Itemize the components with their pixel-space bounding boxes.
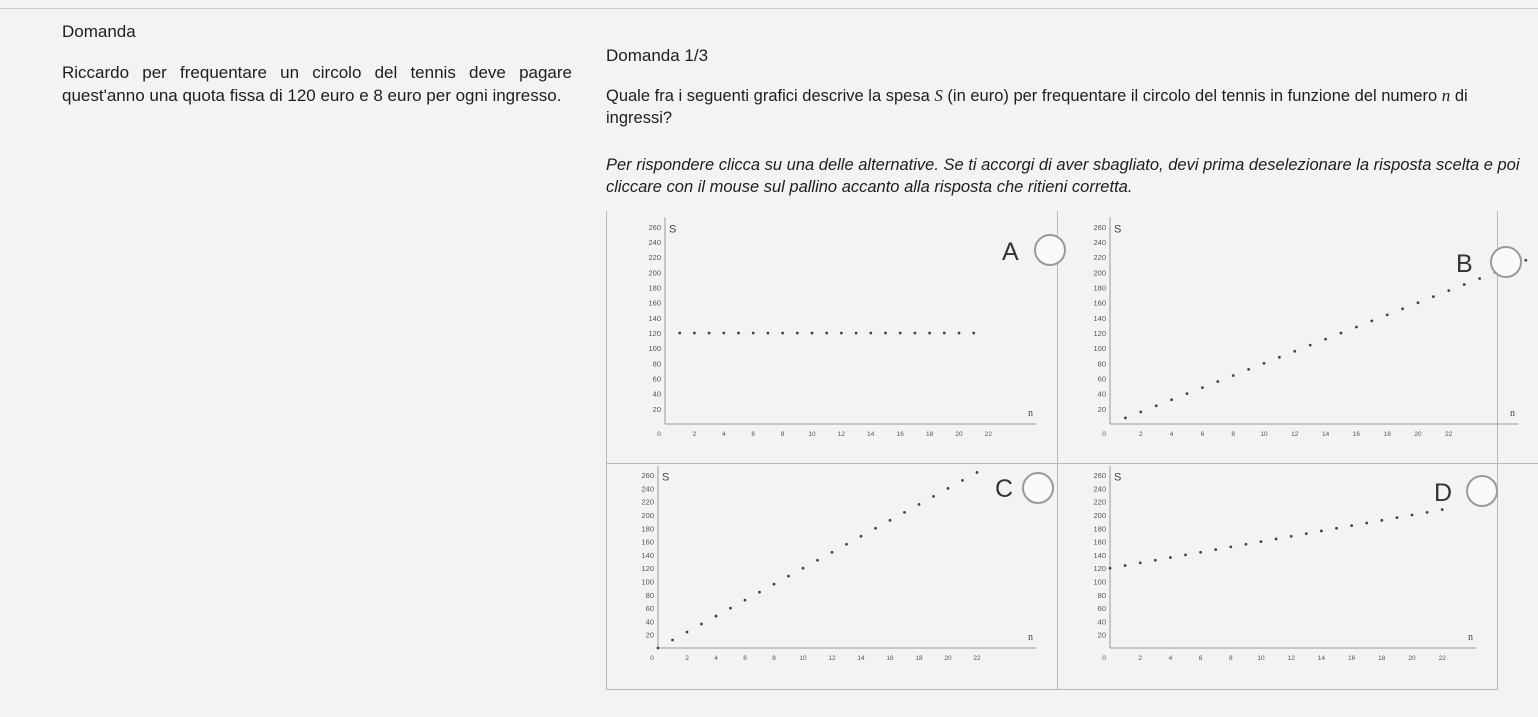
data-point	[943, 332, 946, 335]
y-tick-label: 160	[1093, 298, 1106, 308]
data-point	[1320, 530, 1323, 533]
data-point	[1350, 524, 1353, 527]
x-tick-label: 20	[944, 655, 952, 662]
y-tick-label: 140	[1093, 313, 1106, 323]
data-point	[1355, 326, 1358, 329]
y-tick-label: 80	[645, 590, 654, 600]
y-tick-label: 140	[648, 313, 661, 323]
y-tick-label: 220	[641, 497, 654, 507]
x-tick-label: 2	[1138, 431, 1143, 438]
data-point	[831, 551, 834, 554]
y-axis-label: S	[1114, 223, 1122, 236]
data-point	[961, 479, 964, 482]
x-tick-label: 8	[780, 431, 785, 438]
data-point	[903, 511, 906, 514]
x-tick-label: 14	[1321, 431, 1330, 438]
y-tick-label: 240	[1093, 484, 1106, 494]
y-tick-label: 260	[648, 222, 661, 232]
x-tick-label: 12	[1291, 431, 1299, 438]
data-point	[1216, 380, 1219, 383]
chart-svg	[606, 464, 1056, 688]
option-a-chart[interactable]	[606, 212, 1056, 462]
option-a-radio[interactable]	[1034, 234, 1066, 266]
option-d-letter: D	[1434, 479, 1453, 507]
y-tick-label: 60	[652, 374, 661, 384]
x-tick-label: 6	[751, 431, 756, 438]
y-tick-label: 120	[648, 329, 661, 339]
data-point	[1441, 508, 1444, 511]
data-point	[860, 535, 863, 538]
data-point	[722, 332, 725, 335]
x-axis-label: n	[1468, 632, 1473, 643]
x-tick-label: 10	[1260, 431, 1268, 438]
data-point	[737, 332, 740, 335]
data-point	[1109, 567, 1112, 570]
top-divider	[0, 8, 1538, 9]
x-tick-label: 4	[1169, 431, 1174, 438]
data-point	[1417, 301, 1420, 304]
data-point	[1305, 532, 1308, 535]
y-tick-label: 220	[648, 253, 661, 263]
y-tick-label: 240	[1093, 238, 1106, 248]
y-tick-label: 260	[641, 471, 654, 481]
x-tick-label: 4	[721, 431, 726, 438]
data-point	[1245, 543, 1248, 546]
y-tick-label: 100	[1093, 577, 1106, 587]
data-point	[932, 495, 935, 498]
data-point	[918, 503, 921, 506]
x-tick-label: 4	[1168, 655, 1173, 662]
y-tick-label: 260	[1093, 471, 1106, 481]
data-point	[1229, 546, 1232, 549]
data-point	[1170, 398, 1173, 401]
data-point	[1290, 535, 1293, 538]
data-point	[958, 332, 961, 335]
data-point	[693, 332, 696, 335]
x-tick-label: 8	[772, 655, 776, 662]
x-tick-label: 16	[896, 431, 904, 438]
y-tick-label: 20	[645, 630, 654, 640]
y-tick-label: 180	[1093, 283, 1106, 293]
data-point	[825, 332, 828, 335]
data-point	[1186, 392, 1189, 395]
y-tick-label: 40	[1097, 389, 1106, 399]
x-tick-label: 18	[1383, 431, 1391, 438]
data-point	[802, 567, 805, 570]
data-point	[845, 543, 848, 546]
y-tick-label: 60	[645, 604, 654, 614]
data-point	[1309, 344, 1312, 347]
data-point	[781, 332, 784, 335]
y-tick-label: 220	[1093, 253, 1106, 263]
option-c-radio[interactable]	[1022, 472, 1054, 504]
x-axis-label: n	[1028, 632, 1033, 643]
option-c-chart[interactable]	[606, 464, 1056, 688]
x-tick-label: 2	[1138, 655, 1143, 662]
x-tick-label: 0	[650, 655, 654, 662]
data-point	[1139, 410, 1142, 413]
data-point	[1124, 564, 1127, 567]
y-tick-label: 120	[1093, 564, 1106, 574]
x-tick-label: 10	[1257, 655, 1265, 662]
y-tick-label: 60	[1097, 604, 1106, 614]
x-tick-label: 22	[984, 431, 993, 438]
x-tick-label: 12	[1287, 655, 1295, 662]
data-point	[1324, 338, 1327, 341]
data-point	[773, 583, 776, 586]
y-tick-label: 20	[652, 404, 661, 414]
data-point	[1386, 313, 1389, 316]
x-tick-label: 20	[1408, 655, 1416, 662]
data-point	[1463, 283, 1466, 286]
data-point	[671, 639, 674, 642]
data-point	[708, 332, 711, 335]
y-tick-label: 80	[652, 359, 661, 369]
x-tick-label: 0	[1102, 655, 1106, 662]
x-tick-label: 4	[714, 655, 718, 662]
data-point	[914, 332, 917, 335]
data-point	[1426, 511, 1429, 514]
chart-svg	[606, 212, 1056, 462]
x-tick-label: 20	[955, 431, 963, 438]
data-point	[889, 519, 892, 522]
option-c-letter: C	[995, 475, 1014, 503]
data-point	[1432, 295, 1435, 298]
x-tick-label: 22	[1438, 655, 1446, 662]
data-point	[1380, 519, 1383, 522]
x-tick-label: 18	[1378, 655, 1386, 662]
option-b-letter: B	[1456, 250, 1473, 278]
y-axis-label: S	[669, 223, 677, 236]
x-tick-label: 16	[886, 655, 894, 662]
x-tick-label: 14	[867, 431, 875, 438]
x-tick-label: 18	[925, 431, 934, 438]
y-tick-label: 20	[1097, 404, 1106, 414]
context-title: Domanda	[62, 22, 136, 41]
y-axis-label: S	[1114, 471, 1122, 484]
data-point	[715, 615, 718, 618]
x-tick-label: 10	[808, 431, 816, 438]
y-tick-label: 120	[1093, 329, 1106, 339]
y-tick-label: 160	[641, 537, 654, 547]
y-tick-label: 180	[641, 524, 654, 534]
x-tick-label: 8	[1228, 655, 1233, 662]
x-tick-label: 22	[1445, 431, 1453, 438]
y-tick-label: 20	[1097, 630, 1106, 640]
x-tick-label: 0	[1102, 431, 1106, 438]
data-point	[700, 623, 703, 626]
chart-svg	[1058, 464, 1496, 688]
x-tick-label: 20	[1414, 431, 1422, 438]
option-d-radio[interactable]	[1466, 475, 1498, 507]
x-tick-label: 6	[1200, 431, 1205, 438]
data-point	[1447, 289, 1450, 292]
y-tick-label: 140	[641, 550, 654, 560]
data-point	[1275, 538, 1278, 541]
data-point	[1139, 561, 1142, 564]
y-tick-label: 180	[1093, 524, 1106, 534]
y-tick-label: 100	[648, 344, 661, 354]
data-point	[972, 332, 975, 335]
x-tick-label: 0	[657, 431, 661, 438]
data-point	[752, 332, 755, 335]
data-point	[1411, 514, 1414, 517]
y-tick-label: 240	[641, 484, 654, 494]
data-point	[869, 332, 872, 335]
question-text: Quale fra i seguenti grafici descrive la spesa S (in euro) per frequentare il circolo del tennis in funzione del numero n di ingressi?	[606, 86, 1468, 127]
data-point	[855, 332, 858, 335]
data-point	[816, 559, 819, 562]
x-tick-label: 12	[828, 655, 836, 662]
option-b-radio[interactable]	[1490, 246, 1522, 278]
data-point	[1232, 374, 1235, 377]
x-tick-label: 2	[692, 431, 697, 438]
y-tick-label: 240	[648, 238, 661, 248]
data-point	[796, 332, 799, 335]
data-point	[1370, 320, 1373, 323]
option-d-chart[interactable]	[1058, 464, 1496, 688]
y-tick-label: 200	[648, 268, 661, 278]
y-tick-label: 80	[1097, 359, 1106, 369]
data-point	[884, 332, 887, 335]
y-axis-label: S	[662, 471, 670, 484]
data-point	[899, 332, 902, 335]
y-tick-label: 200	[1093, 511, 1106, 520]
data-point	[1260, 540, 1263, 543]
y-tick-label: 260	[1093, 222, 1106, 232]
data-point	[1201, 386, 1204, 389]
y-tick-label: 100	[641, 577, 654, 587]
y-tick-label: 220	[1093, 497, 1106, 507]
data-point	[1340, 332, 1343, 335]
data-point	[1199, 551, 1202, 554]
question-number: Domanda 1/3	[606, 46, 709, 65]
data-point	[1401, 307, 1404, 310]
x-tick-label: 22	[973, 655, 981, 662]
y-tick-label: 100	[1093, 344, 1106, 354]
x-axis-label: n	[1028, 408, 1033, 419]
data-point	[1524, 259, 1527, 262]
data-point	[657, 647, 660, 650]
y-tick-label: 160	[1093, 537, 1106, 547]
x-tick-label: 16	[1347, 655, 1356, 662]
x-tick-label: 14	[1317, 655, 1326, 662]
data-point	[1396, 516, 1399, 519]
y-tick-label: 200	[1093, 268, 1106, 278]
x-tick-label: 10	[799, 655, 807, 662]
x-tick-label: 14	[857, 655, 865, 662]
instructions: Per rispondere clicca su una delle alternative. Se ti accorgi di aver sbagliato, devi prima deselezionare la risposta scelta e poi cliccare con il mouse sul pallino accanto alla risposta che ritieni corretta.	[606, 156, 1520, 196]
data-point	[1214, 548, 1217, 551]
data-point	[686, 631, 689, 634]
x-tick-label: 16	[1352, 431, 1361, 438]
data-point	[1478, 277, 1481, 280]
data-point	[767, 332, 770, 335]
data-point	[874, 527, 877, 530]
data-point	[1154, 559, 1157, 562]
y-tick-label: 180	[648, 283, 661, 293]
data-point	[1155, 404, 1158, 407]
y-tick-label: 60	[1097, 374, 1106, 384]
x-tick-label: 12	[837, 431, 846, 438]
data-point	[947, 487, 950, 490]
data-point	[928, 332, 931, 335]
data-point	[1293, 350, 1296, 353]
data-point	[811, 332, 814, 335]
data-point	[1365, 522, 1368, 525]
data-point	[976, 471, 979, 474]
x-axis-label: n	[1510, 408, 1515, 419]
data-point	[1184, 554, 1187, 557]
y-tick-label: 140	[1093, 550, 1106, 560]
y-tick-label: 80	[1097, 590, 1106, 600]
y-tick-label: 120	[641, 564, 654, 574]
data-point	[1169, 556, 1172, 559]
x-tick-label: 8	[1231, 431, 1236, 438]
data-point	[840, 332, 843, 335]
data-point	[678, 332, 681, 335]
data-point	[787, 575, 790, 578]
data-point	[758, 591, 761, 594]
x-tick-label: 2	[685, 655, 689, 662]
data-point	[744, 599, 747, 602]
data-point	[1335, 527, 1338, 530]
data-point	[1263, 362, 1266, 365]
y-tick-label: 200	[641, 511, 654, 520]
option-a-letter: A	[1002, 238, 1019, 266]
data-point	[1247, 368, 1250, 371]
data-point	[1278, 356, 1281, 359]
x-tick-label: 6	[1198, 655, 1203, 662]
context-text: Riccardo per frequentare un circolo del tennis deve pagare quest'anno una quota fissa di 120 euro e 8 euro per ogni ingresso.	[62, 63, 572, 105]
y-tick-label: 160	[648, 298, 661, 308]
x-tick-label: 6	[743, 655, 747, 662]
y-tick-label: 40	[645, 617, 654, 627]
data-point	[1124, 417, 1127, 420]
y-tick-label: 40	[652, 389, 661, 399]
data-point	[729, 607, 732, 610]
x-tick-label: 18	[915, 655, 923, 662]
y-tick-label: 40	[1097, 617, 1106, 627]
